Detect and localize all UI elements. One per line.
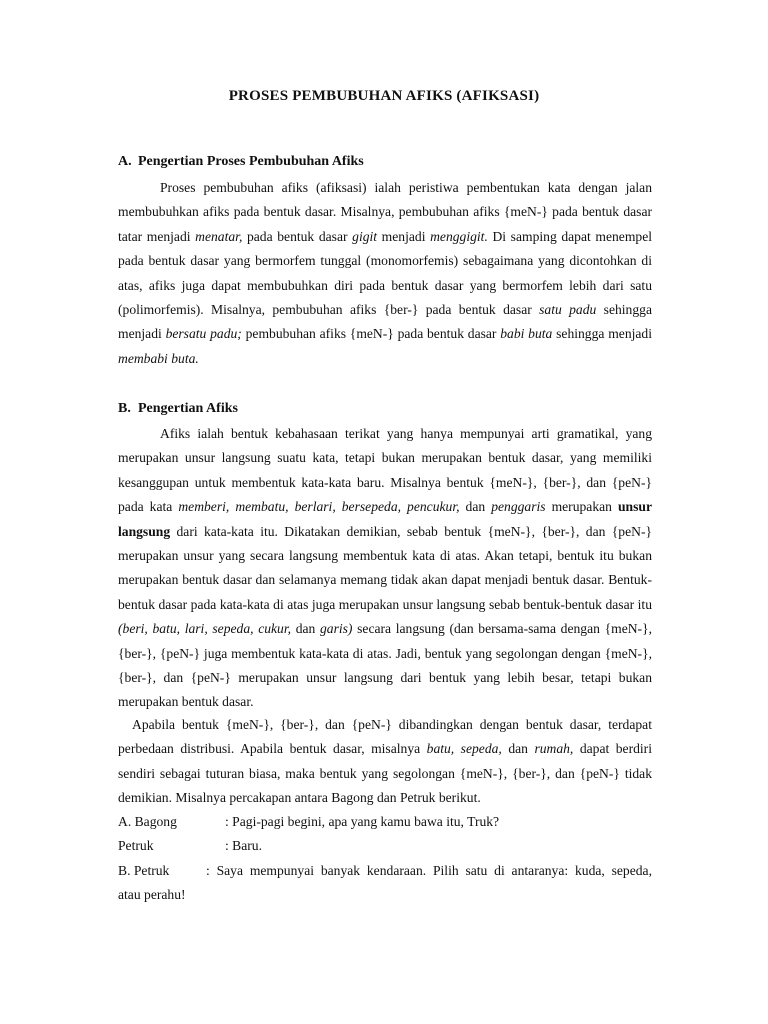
section-a-paragraph: Proses pembubuhan afiks (afiksasi) ialah peristiwa pembentukan kata dengan jalan membubuhkan afiks pada bentuk dasar. Misalnya, pembubuhan afiks {meN-} pada bentuk dasar tatar menjadi menatar, pada bentuk dasar gigit menjadi menggigit. Di samping dapat menempel pada bentuk dasar yang bermorfem tunggal (monomorfemis) sebagaimana yang dicontohkan di atas, afiks juga dapat membubuhkan diri pada bentuk dasar yang bermorfem lebih dari satu (polimorfemis). Misalnya, pembubuhan afiks {ber-} pada bentuk dasar satu padu sehingga menjadi bersatu padu; pembubuhan afiks {meN-} pada bentuk dasar babi buta sehingga menjadi membabi buta. — [118, 180, 653, 366]
section-b-paragraph-2: Apabila bentuk {meN-}, {ber-}, dan {peN-} dibandingkan dengan bentuk dasar, terdapat perbedaan distribusi. Apabila bentuk dasar, misalnya batu, sepeda, dan rumah, dapat berdiri sendiri sebagai tuturan biasa, maka bentuk yang segolongan {meN-}, {ber-}, dan {peN-} tidak demikian. Misalnya percakapan antara Bagong dan Petruk berikut. — [118, 717, 652, 806]
dialogue-line-3-continued: atau perahu! — [118, 887, 186, 902]
section-b-paragraph-1: Afiks ialah bentuk kebahasaan terikat yang hanya mempunyai arti gramatikal, yang merupakan unsur langsung suatu kata, tetapi bukan merupakan bentuk dasar, yang memiliki kesanggupan untuk membentuk kata-kata baru. Misalnya bentuk {meN-}, {ber-}, dan {peN-} pada kata memberi, membatu, berlari, bersepeda, pencukur, dan penggaris merupakan unsur langsung dari kata-kata itu. Dikatakan demikian, sebab bentuk {meN-}, {ber-}, dan {peN-} merupakan unsur yang secara langsung membentuk kata di atas. Akan tetapi, bentuk itu bukan merupakan bentuk dasar dan selamanya memang tidak akan dapat menjadi bentuk dasar. Bentuk-bentuk dasar pada kata-kata di atas juga merupakan unsur langsung sebab bentuk-bentuk dasar itu (beri, batu, lari, sepeda, cukur, dan garis) secara langsung (dan bersama-sama dengan {meN-}, {ber-}, {peN-} juga membentuk kata-kata di atas. Jadi, bentuk yang segolongan dengan {meN-}, {ber-}, dan {peN-} merupakan unsur langsung dari bentuk yang lebih besar, tetapi bukan merupakan bentuk dasar. — [118, 426, 653, 710]
section-a-title: Pengertian Proses Pembubuhan Afiks — [138, 154, 364, 169]
section-b-title: Pengertian Afiks — [138, 401, 238, 416]
section-a-letter: A. — [118, 154, 132, 169]
dialogue-speaker-2: Petruk — [118, 838, 154, 853]
section-b-heading — [118, 401, 238, 417]
document-title: PROSES PEMBUBUHAN AFIKS (AFIKSASI) — [228, 88, 540, 104]
dialogue-speaker-3: B. Petruk — [118, 863, 170, 878]
section-b-letter: B. — [118, 401, 131, 416]
dialogue-line-2: : Baru. — [225, 838, 262, 853]
dialogue-line-1: : Pagi-pagi begini, apa yang kamu bawa itu, Truk? — [225, 814, 500, 829]
dialogue-line-3: : Saya mempunyai banyak kendaraan. Pilih satu di antaranya: kuda, sepeda, — [206, 863, 652, 878]
dialogue-speaker-1: A. Bagong — [118, 814, 177, 829]
section-a-heading — [118, 154, 364, 170]
